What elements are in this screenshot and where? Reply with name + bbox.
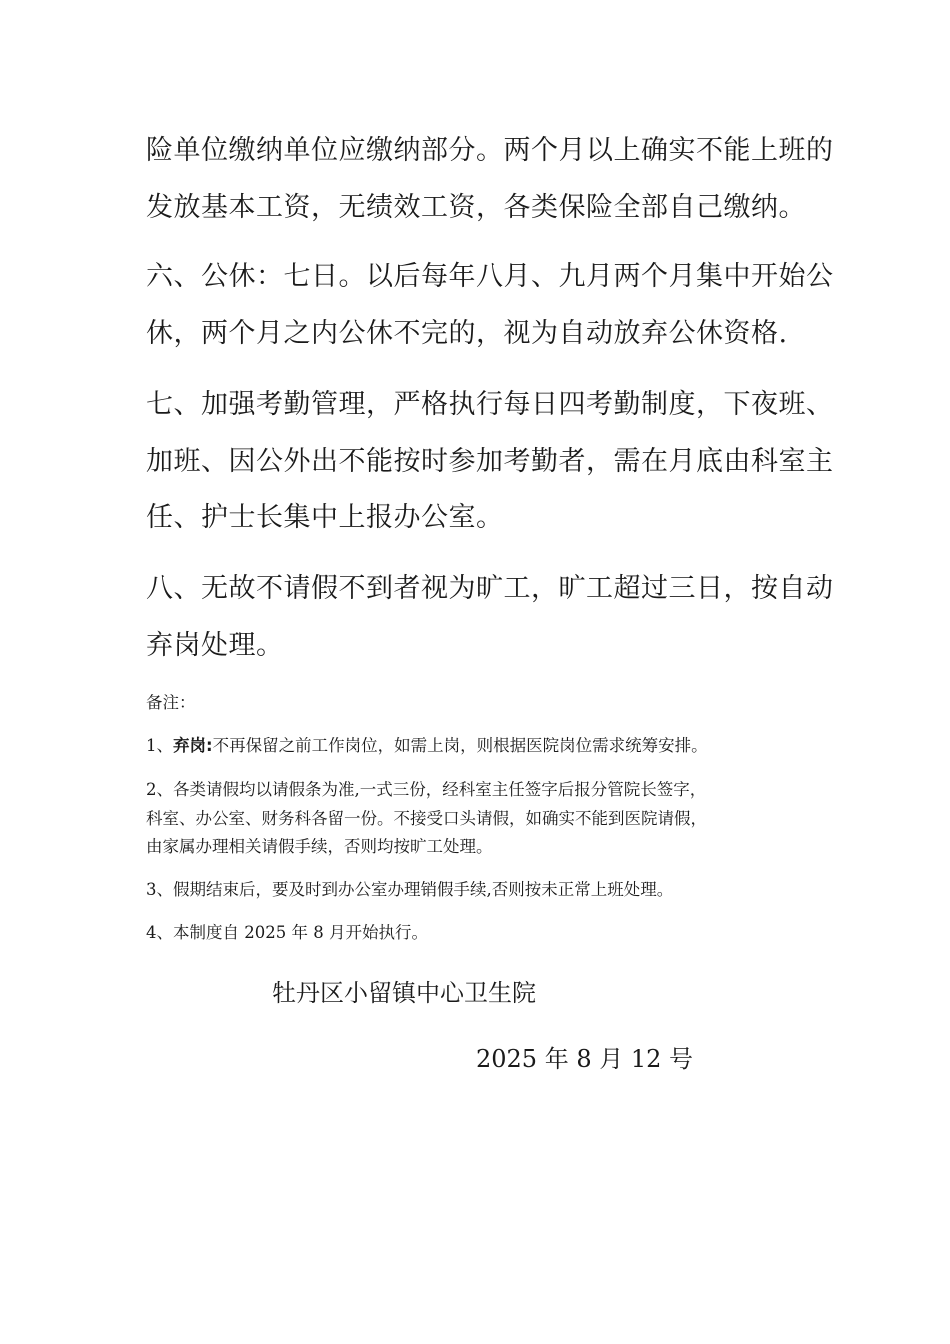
paragraph-6-line-2: 休，两个月之内公休不完的，视为自动放弃公休资格. [146, 318, 788, 349]
note-1-text: 不再保留之前工作岗位，如需上岗，则根据医院岗位需求统筹安排。 [212, 736, 708, 755]
paragraph-8-line-1: 八、无故不请假不到者视为旷工，旷工超过三日，按自动 [146, 573, 834, 604]
note-1-term: 弃岗: [173, 736, 213, 755]
note-4: 4、本制度自 2025 年 8 月开始执行。 [146, 923, 428, 942]
paragraph-8-line-2: 弃岗处理。 [146, 630, 284, 661]
paragraph-7-line-2: 加班、因公外出不能按时参加考勤者，需在月底由科室主 [146, 446, 834, 477]
paragraph-5-line-1: 险单位缴纳单位应缴纳部分。两个月以上确实不能上班的 [146, 135, 834, 166]
signature-date: 2025 年 8 月 12 号 [476, 1045, 694, 1073]
paragraph-6-line-1: 六、公休：七日。以后每年八月、九月两个月集中开始公 [146, 261, 834, 292]
paragraph-5-line-2: 发放基本工资，无绩效工资，各类保险全部自己缴纳。 [146, 192, 806, 223]
note-2-line-2: 科室、办公室、财务科各留一份。不接受口头请假，如确实不能到医院请假， [146, 809, 707, 828]
note-1 [146, 735, 826, 757]
note-2-line-3: 由家属办理相关请假手续，否则均按旷工处理。 [146, 837, 493, 856]
notes-heading: 备注： [146, 693, 196, 712]
paragraph-7-line-1: 七、加强考勤管理，严格执行每日四考勤制度，下夜班、 [146, 389, 834, 420]
note-1-prefix: 1、 [146, 736, 173, 755]
note-2-line-1: 2、各类请假均以请假条为准,一式三份，经科室主任签字后报分管院长签字， [146, 780, 707, 799]
signature-organization: 牡丹区小留镇中心卫生院 [272, 979, 536, 1007]
note-3: 3、假期结束后，要及时到办公室办理销假手续,否则按未正常上班处理。 [146, 880, 674, 899]
paragraph-7-line-3: 任、护士长集中上报办公室。 [146, 502, 504, 533]
